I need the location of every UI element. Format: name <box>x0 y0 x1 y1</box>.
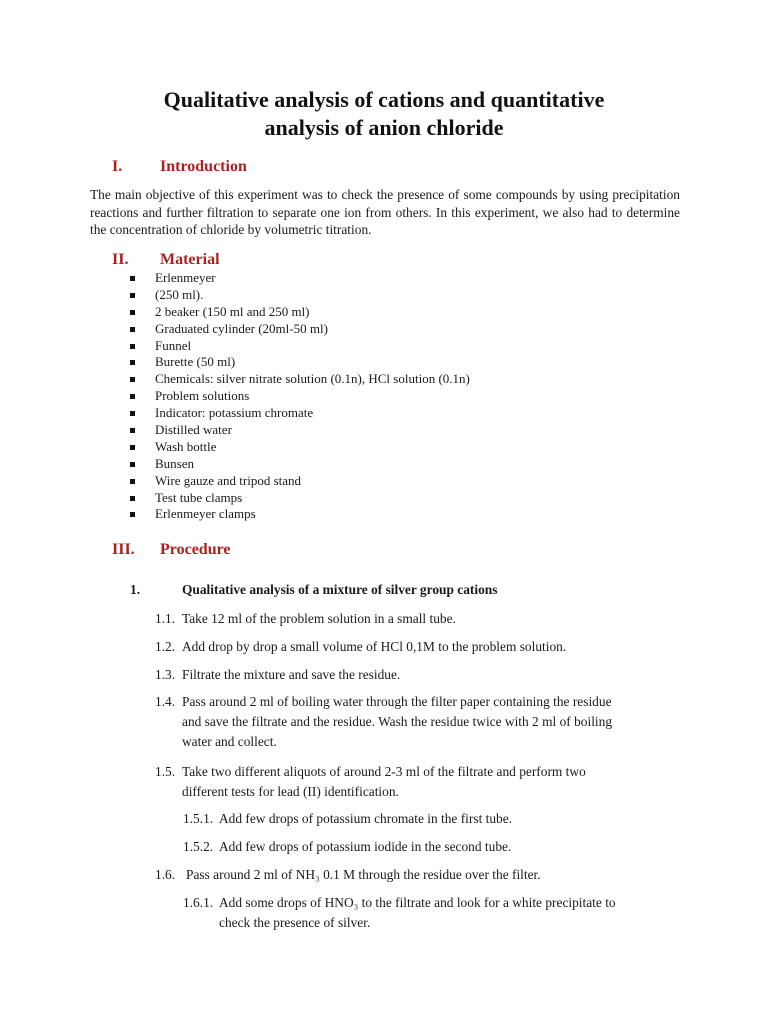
list-item <box>130 405 470 422</box>
bullet-icon <box>130 394 135 399</box>
procedure-step <box>155 692 612 752</box>
materials-list <box>130 270 470 523</box>
step-line: Add some drops of HNO₃ to the filtrate and look for a white precipitate to <box>219 895 616 910</box>
step-line: different tests for lead (II) identification. <box>182 784 399 799</box>
list-item <box>130 473 470 490</box>
list-item <box>130 388 470 405</box>
bullet-icon <box>130 327 135 332</box>
bullet-icon <box>130 293 135 298</box>
list-item <box>130 506 470 523</box>
list-item-text: Erlenmeyer clamps <box>155 506 256 522</box>
step-number: 1.6. <box>155 867 176 882</box>
procedure-step <box>155 609 456 629</box>
subheading-number: 1. <box>130 582 141 597</box>
list-item <box>130 490 470 507</box>
title-line-2: analysis of anion chloride <box>264 115 504 140</box>
step-line: Add few drops of potassium chromate in the first tube. <box>219 811 513 826</box>
bullet-icon <box>130 479 135 484</box>
section-number: I. <box>112 158 123 175</box>
step-line: Pass around 2 ml of NH₃ 0.1 M through the residue over the filter. <box>186 867 541 882</box>
step-line: check the presence of silver. <box>219 915 371 930</box>
step-number: 1.4. <box>155 694 176 709</box>
list-item-text: Problem solutions <box>155 388 250 404</box>
step-number: 1.5.2. <box>183 839 214 854</box>
list-item-text: (250 ml). <box>155 286 204 302</box>
step-number: 1.1. <box>155 611 176 626</box>
list-item-text: Erlenmeyer <box>155 270 216 285</box>
list-item-text: Funnel <box>155 337 192 353</box>
step-number: 1.5.1. <box>183 811 214 826</box>
list-item-text: 2 beaker (150 ml and 250 ml) <box>155 303 310 319</box>
step-number: 1.6.1. <box>183 895 214 910</box>
list-item <box>130 321 470 338</box>
bullet-icon <box>130 445 135 450</box>
step-line: Take two different aliquots of around 2-3 ml of the filtrate and perform two <box>182 764 586 779</box>
list-item <box>130 354 470 371</box>
procedure-step <box>155 637 566 657</box>
step-number: 1.2. <box>155 639 176 654</box>
section-number: II. <box>112 251 129 268</box>
procedure-step <box>155 665 400 685</box>
procedure-substep <box>183 809 512 829</box>
list-item-text: Graduated cylinder (20ml-50 ml) <box>155 320 328 336</box>
list-item <box>130 439 470 456</box>
bullet-icon <box>130 360 135 365</box>
list-item <box>130 456 470 473</box>
step-number: 1.3. <box>155 667 176 682</box>
list-item-text: Wire gauze and tripod stand <box>155 472 302 488</box>
step-line: Pass around 2 ml of boiling water through the filter paper containing the residue <box>182 694 612 709</box>
bullet-icon <box>130 310 135 315</box>
step-line: Add drop by drop a small volume of HCl 0,1M to the problem solution. <box>182 639 567 654</box>
list-item-text: Indicator: potassium chromate <box>155 405 314 421</box>
procedure-subheading <box>130 581 497 599</box>
list-item <box>130 270 470 287</box>
section-title: Procedure <box>160 541 231 558</box>
bullet-icon <box>130 377 135 382</box>
bullet-icon <box>130 428 135 433</box>
bullet-icon <box>130 344 135 349</box>
procedure-step <box>155 762 586 802</box>
section-heading-introduction <box>112 157 247 177</box>
section-title: Introduction <box>160 158 247 175</box>
bullet-icon <box>130 462 135 467</box>
step-number: 1.5. <box>155 764 176 779</box>
section-heading-material <box>112 250 220 270</box>
step-line: Add few drops of potassium iodide in the second tube. <box>219 839 512 854</box>
bullet-icon <box>130 496 135 501</box>
step-line: water and collect. <box>182 734 277 749</box>
procedure-substep <box>183 893 616 933</box>
bullet-icon <box>130 411 135 416</box>
list-item-text: Distilled water <box>155 422 232 438</box>
subheading-title: Qualitative analysis of a mixture of silver group cations <box>182 582 498 597</box>
bullet-icon <box>130 512 135 517</box>
list-item <box>130 338 470 355</box>
document-title <box>60 86 708 142</box>
list-item-text: Burette (50 ml) <box>155 354 236 370</box>
step-line: Filtrate the mixture and save the residue. <box>182 667 401 682</box>
list-item <box>130 422 470 439</box>
list-item <box>130 304 470 321</box>
bullet-icon <box>130 276 135 281</box>
step-line: Take 12 ml of the problem solution in a small tube. <box>182 611 456 626</box>
list-item-text: Bunsen <box>155 455 194 471</box>
section-title: Material <box>160 251 220 268</box>
list-item-text: Test tube clamps <box>155 489 243 505</box>
list-item-text: Chemicals: silver nitrate solution (0.1n), HCl solution (0.1n) <box>155 371 470 387</box>
procedure-substep <box>183 837 511 857</box>
introduction-paragraph: The main objective of this experiment was to check the presence of some compounds by using precipitation reactions and further filtration to separate one ion from others. In this experiment, we also had to determine the concentration of chloride by volumetric titration. <box>90 187 680 237</box>
list-item <box>130 371 470 388</box>
section-heading-procedure <box>112 540 231 560</box>
step-line: and save the filtrate and the residue. Wash the residue twice with 2 ml of boiling <box>182 714 613 729</box>
title-line-1: Qualitative analysis of cations and quantitative <box>163 87 605 112</box>
procedure-step <box>155 865 541 885</box>
section-number: III. <box>112 541 135 558</box>
list-item-text: Wash bottle <box>155 438 217 454</box>
list-item <box>130 287 470 304</box>
